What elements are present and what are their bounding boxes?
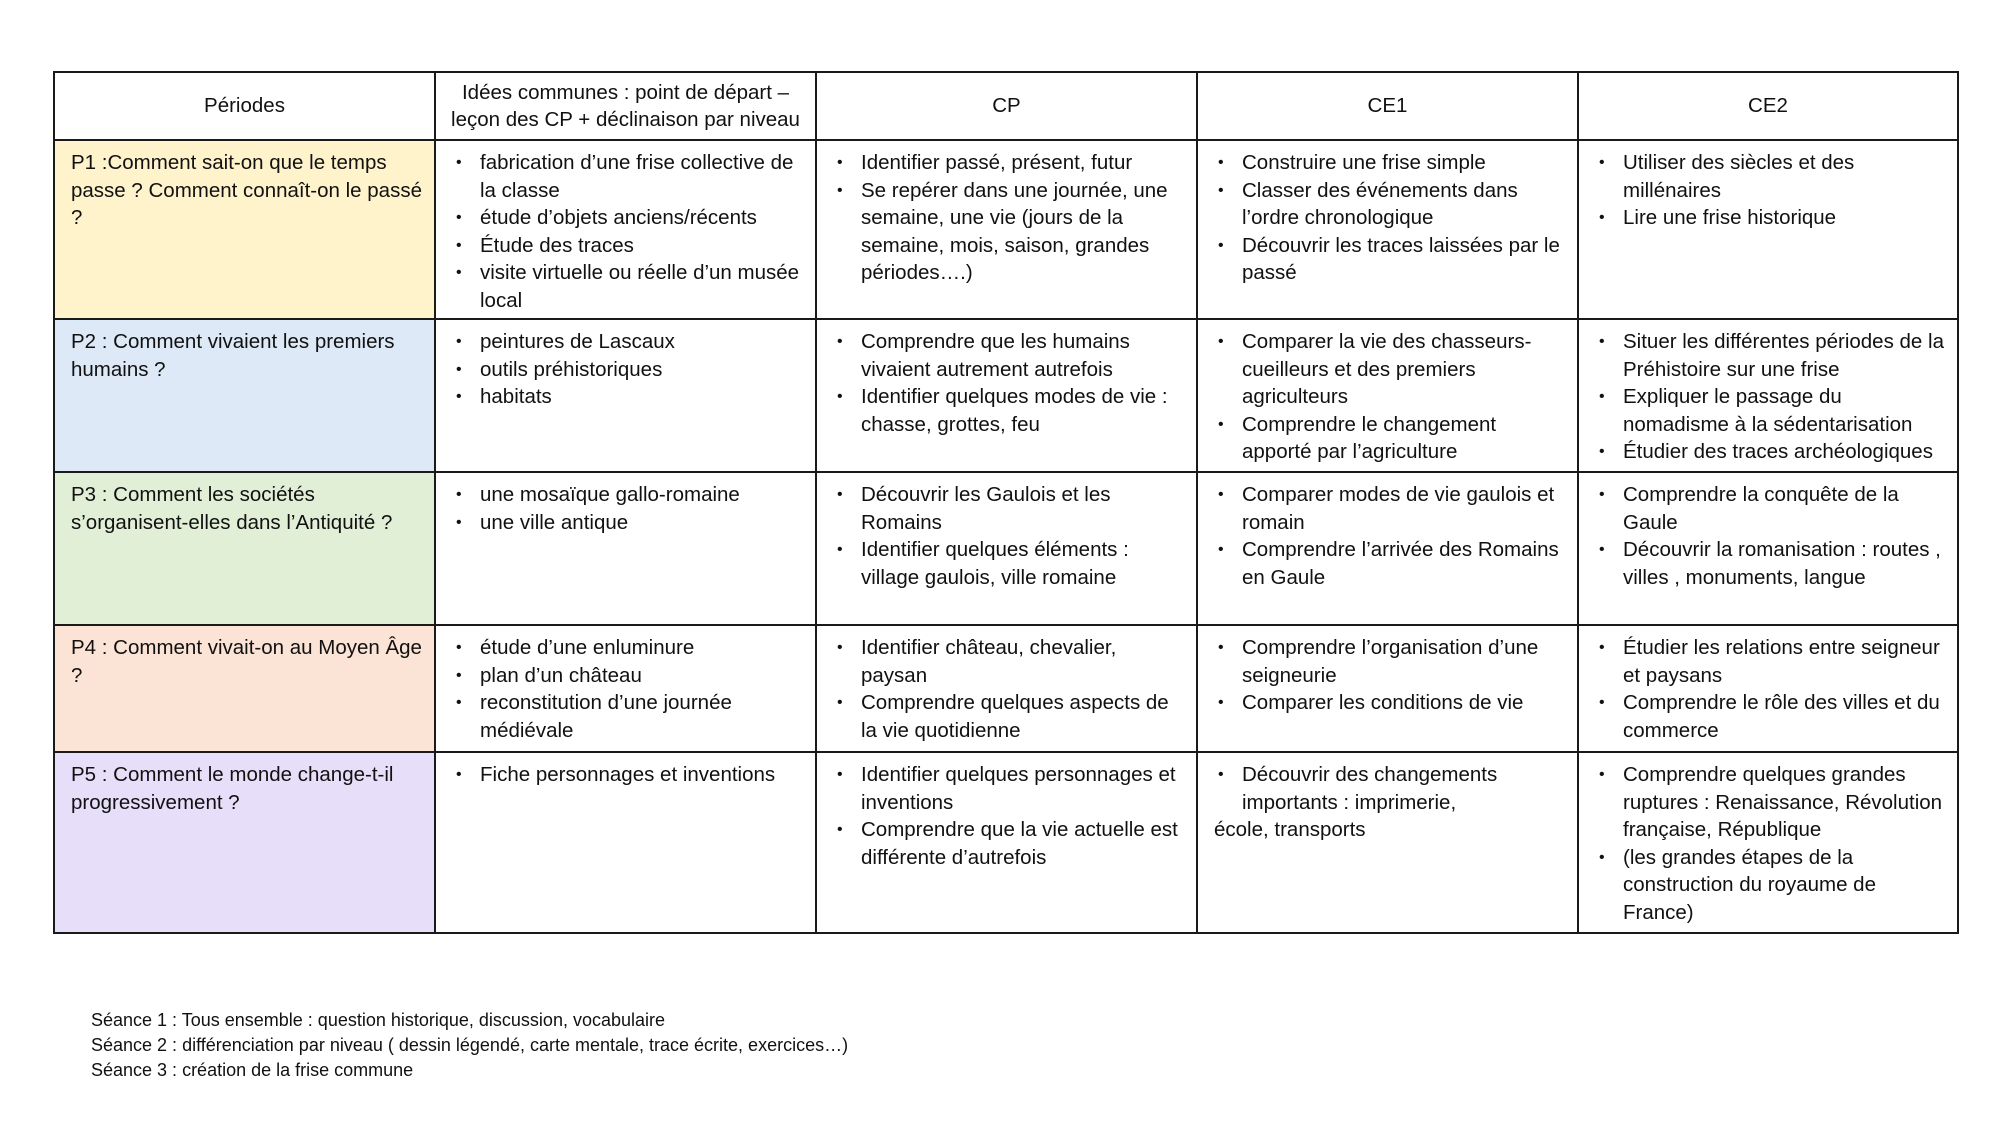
- ideas-cell: [435, 625, 816, 752]
- ce1-cell: [1197, 625, 1578, 752]
- note-seance-3: Séance 3 : création de la frise commune: [91, 1060, 414, 1080]
- list-item: • Expliquer le passage du nomadisme à la sédentarisation: [1595, 383, 1947, 438]
- list-item: • Comprendre que la vie actuelle est différente d’autrefois: [833, 816, 1186, 871]
- list-item: • Comprendre l’arrivée des Romains en Gaule: [1214, 536, 1567, 591]
- list-item: • Comprendre quelques grandes ruptures : Renaissance, Révolution française, République: [1595, 761, 1947, 844]
- list-item: • Comparer la vie des chasseurs-cueilleurs et des premiers agriculteurs: [1214, 328, 1567, 411]
- list-item: • Classer des événements dans l’ordre chronologique: [1214, 177, 1567, 232]
- list-item: • Fiche personnages et inventions: [452, 761, 805, 789]
- list-item: • étude d’objets anciens/récents: [452, 204, 805, 232]
- period-cell: P2 : Comment vivaient les premiers humains ?: [54, 319, 435, 472]
- ce1-continuation-text: école, transports: [1214, 818, 1366, 841]
- ideas-cell: [435, 140, 816, 319]
- ce1-cell: [1197, 472, 1578, 625]
- list-item: • Se repérer dans une journée, une semaine, une vie (jours de la semaine, mois, saison, grandes périodes….): [833, 177, 1186, 287]
- cp-cell: [816, 140, 1197, 319]
- list-item: • Situer les différentes périodes de la Préhistoire sur une frise: [1595, 328, 1947, 383]
- period-cell: P4 : Comment vivait-on au Moyen Âge ?: [54, 625, 435, 752]
- list-item: • Construire une frise simple: [1214, 149, 1567, 177]
- list-item: • Découvrir des changements importants : imprimerie,: [1214, 761, 1567, 816]
- ce2-cell: [1578, 319, 1958, 472]
- table-row: [54, 319, 1958, 472]
- table-row: [54, 472, 1958, 625]
- ce1-cell: [1197, 140, 1578, 319]
- header-ce1: CE1: [1197, 72, 1578, 140]
- planning-table: [53, 71, 1959, 934]
- table-row: [54, 140, 1958, 319]
- list-item: • peintures de Lascaux: [452, 328, 805, 356]
- ce2-cell: [1578, 472, 1958, 625]
- cp-cell: [816, 472, 1197, 625]
- table-row: [54, 752, 1958, 933]
- cp-cell: [816, 625, 1197, 752]
- period-cell: P3 : Comment les sociétés s’organisent-elles dans l’Antiquité ?: [54, 472, 435, 625]
- period-cell: P5 : Comment le monde change-t-il progressivement ?: [54, 752, 435, 933]
- list-item: • Comprendre que les humains vivaient autrement autrefois: [833, 328, 1186, 383]
- list-item: • Lire une frise historique: [1595, 204, 1947, 232]
- cp-cell: [816, 319, 1197, 472]
- list-item: • Comparer modes de vie gaulois et romain: [1214, 481, 1567, 536]
- list-item: • Identifier quelques éléments : village gaulois, ville romaine: [833, 536, 1186, 591]
- ideas-cell: [435, 472, 816, 625]
- header-cp: CP: [816, 72, 1197, 140]
- ce2-cell: [1578, 752, 1958, 933]
- list-item: • Découvrir les traces laissées par le passé: [1214, 232, 1567, 287]
- note-seance-1: Séance 1 : Tous ensemble : question historique, discussion, vocabulaire: [91, 1010, 666, 1030]
- list-item: • Découvrir les Gaulois et les Romains: [833, 481, 1186, 536]
- list-item: • (les grandes étapes de la construction du royaume de France): [1595, 844, 1947, 927]
- list-item: • reconstitution d’une journée médiévale: [452, 689, 805, 744]
- list-item: • Identifier quelques personnages et inventions: [833, 761, 1186, 816]
- ce2-cell: [1578, 625, 1958, 752]
- header-idees-communes: Idées communes : point de départ – leçon des CP + déclinaison par niveau: [435, 72, 816, 140]
- list-item: • Découvrir la romanisation : routes , villes , monuments, langue: [1595, 536, 1947, 591]
- list-item: • visite virtuelle ou réelle d’un musée local: [452, 259, 805, 314]
- header-row: [54, 72, 1958, 140]
- ce1-cell: [1197, 319, 1578, 472]
- list-item: • Comprendre quelques aspects de la vie quotidienne: [833, 689, 1186, 744]
- list-item: • outils préhistoriques: [452, 356, 805, 384]
- list-item: • Étude des traces: [452, 232, 805, 260]
- list-item: • Identifier château, chevalier, paysan: [833, 634, 1186, 689]
- header-periodes: Périodes: [54, 72, 435, 140]
- table-row: [54, 625, 1958, 752]
- list-item: • Étudier des traces archéologiques: [1595, 438, 1947, 466]
- session-notes: [91, 1008, 848, 1083]
- list-item: • Utiliser des siècles et des millénaires: [1595, 149, 1947, 204]
- list-item: • Comprendre la conquête de la Gaule: [1595, 481, 1947, 536]
- list-item: • Identifier passé, présent, futur: [833, 149, 1186, 177]
- ce2-cell: [1578, 140, 1958, 319]
- list-item: • Comprendre le changement apporté par l’agriculture: [1214, 411, 1567, 466]
- period-cell: P1 :Comment sait-on que le temps passe ? Comment connaît-on le passé ?: [54, 140, 435, 319]
- list-item: • fabrication d’une frise collective de la classe: [452, 149, 805, 204]
- list-item: • Identifier quelques modes de vie : chasse, grottes, feu: [833, 383, 1186, 438]
- ideas-cell: [435, 319, 816, 472]
- list-item: • une ville antique: [452, 509, 805, 537]
- ce1-cell: [1197, 752, 1578, 933]
- note-seance-2: Séance 2 : différenciation par niveau ( dessin légendé, carte mentale, trace écrite, exercices…): [91, 1035, 849, 1055]
- list-item: • Comprendre le rôle des villes et du commerce: [1595, 689, 1947, 744]
- list-item: • Comparer les conditions de vie: [1214, 689, 1567, 717]
- list-item: • Étudier les relations entre seigneur et paysans: [1595, 634, 1947, 689]
- list-item: • étude d’une enluminure: [452, 634, 805, 662]
- list-item: • Comprendre l’organisation d’une seigneurie: [1214, 634, 1567, 689]
- cp-cell: [816, 752, 1197, 933]
- list-item: • habitats: [452, 383, 805, 411]
- ideas-cell: [435, 752, 816, 933]
- list-item: • plan d’un château: [452, 662, 805, 690]
- header-ce2: CE2: [1578, 72, 1958, 140]
- list-item: • une mosaïque gallo-romaine: [452, 481, 805, 509]
